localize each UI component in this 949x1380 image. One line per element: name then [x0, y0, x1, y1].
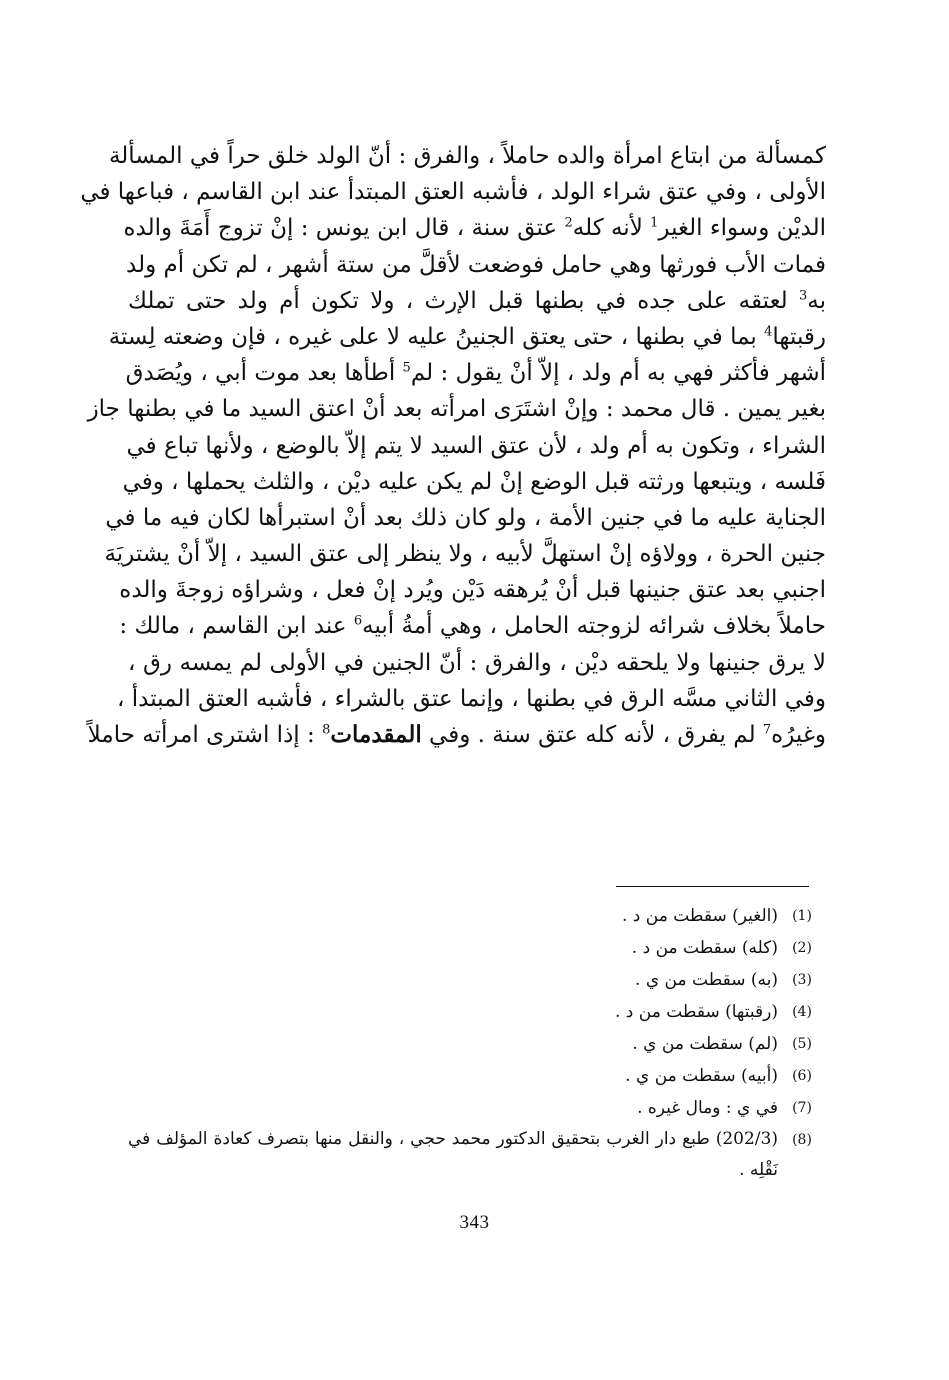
footnote — [128, 1060, 826, 1092]
footnote-text: في ي : ومال غيره . — [637, 1098, 778, 1118]
footnote-number: (3) — [792, 972, 812, 988]
text-line: الشراء ، وتكون به أم ولد ، لأن عتق السيد لا يتم إلاّ بالوضع ، ولأنها تباع في — [126, 432, 826, 459]
footnote-ref: 5 — [402, 360, 411, 376]
footnote-text: (202/3) طبع دار الغرب بتحقيق الدكتور محمد حجي ، والنقل منها بتصرف كعادة المؤلف في نَقْلِه . — [128, 1129, 778, 1180]
page-number: 343 — [459, 1212, 490, 1233]
main-text — [80, 138, 826, 753]
footnote — [128, 1092, 826, 1124]
footnote-ref: 8 — [322, 722, 331, 738]
book-title: المقدمات — [330, 721, 422, 748]
footnote-ref: 2 — [564, 215, 573, 231]
footnote-number: (6) — [792, 1068, 812, 1084]
text-line: الأولى ، وفي عتق شراء الولد ، فأشبه العتق المبتدأ عند ابن القاسم ، فباعها في — [80, 179, 826, 206]
footnote-separator — [616, 886, 809, 887]
footnote — [128, 1124, 826, 1186]
text-line: رقبتها$^4$ بما في بطنها ، حتى يعتق الجنينُ عليه لا على غيره ، فإن وضعته لِستة — [108, 323, 826, 350]
text-line: أشهر فأكثر فهي به أم ولد ، إلاّ أنْ يقول : لم$^5$ أطأها بعد موت أبي ، ويُصَدق — [125, 360, 826, 387]
footnote-text: (الغير) سقطت من د . — [622, 906, 778, 926]
text-line: وغيرُه$^7$ لم يفرق ، لأنه كله عتق سنة . وفي المقدمات$^8$ : إذا اشترى امرأته حاملاً — [87, 721, 826, 748]
text-line: لا يرق جنينها ولا يلحقه ديْن ، والفرق : أنّ الجنين في الأولى لم يمسه رق ، — [128, 649, 826, 676]
footnote-number: (2) — [792, 940, 812, 956]
text-line: اجنبي بعد عتق جنينها قبل أنْ يُرهقه دَيْن ويُرد إنْ فعل ، وشراؤه زوجةَ والده — [119, 577, 826, 604]
footnote-text: (رقبتها) سقطت من د . — [615, 1002, 778, 1022]
text-line: فَلسه ، ويتبعها ورثته قبل الوضع إنْ لم يكن عليه ديْن ، والثلث يحملها ، وفي — [122, 468, 826, 495]
text-line: فمات الأب فورثها وهي حامل فوضعت لأقلَّ من ستة أشهر ، لم تكن أم ولد — [126, 251, 826, 278]
footnote-ref: 1 — [650, 215, 659, 231]
text-line: جنين الحرة ، وولاؤه إنْ استهلَّ لأبيه ، ولا ينظر إلى عتق السيد ، إلاّ أنْ يشتريَهَ — [104, 541, 826, 568]
footnote — [128, 964, 826, 996]
footnote-number: (4) — [792, 1004, 812, 1020]
footnote — [128, 900, 826, 932]
footnote — [128, 932, 826, 964]
text-line: به$^3$ لعتقه على جده في بطنها قبل الإرث ، ولا تكون أم ولد حتى تملك — [128, 287, 826, 314]
footnote-text: (أبيه) سقطت من ي . — [625, 1066, 778, 1086]
footnote-ref: 4 — [764, 324, 773, 340]
footnote-ref: 7 — [762, 722, 772, 738]
footnote-text: (كله) سقطت من د . — [631, 938, 778, 958]
footnote-ref: 6 — [353, 613, 363, 629]
text-line: الديْن وسواء الغير$^1$ لأنه كله$^2$ عتق سنة ، قال ابن يونس : إنْ تزوج أَمَةَ والده — [123, 215, 826, 242]
footnote-number: (1) — [792, 908, 812, 924]
text-line: كمسألة من ابتاع امرأة والده حاملاً ، والفرق : أنّ الولد خلق حراً في المسألة — [108, 143, 826, 169]
footnote-text: (به) سقطت من ي . — [635, 970, 778, 990]
footnote-number: (5) — [792, 1036, 812, 1052]
text-line: وفي الثاني مسَّه الرق في بطنها ، وإنما عتق بالشراء ، فأشبه العتق المبتدأ ، — [117, 685, 826, 712]
footnote-ref: 3 — [798, 288, 808, 304]
footnote-number: (7) — [792, 1100, 812, 1116]
footnote-text: (لم) سقطت من ي . — [632, 1034, 778, 1054]
text-line: بغير يمين . قال محمد : وإنْ اشتَرَى امرأته بعد أنْ اعتق السيد ما في بطنها جاز — [87, 396, 826, 423]
text-line: حاملاً بخلاف شرائه لزوجته الحامل ، وهي أمةُ أبيه$^6$ عند ابن القاسم ، مالك : — [119, 613, 826, 640]
text-line: الجناية عليه ما في جنين الأمة ، ولو كان ذلك بعد أنْ استبرأها لكان فيه ما في — [105, 504, 826, 531]
footnotes — [128, 900, 826, 1186]
footnote — [128, 996, 826, 1028]
footnote-number: (8) — [792, 1132, 812, 1148]
footnote — [128, 1028, 826, 1060]
